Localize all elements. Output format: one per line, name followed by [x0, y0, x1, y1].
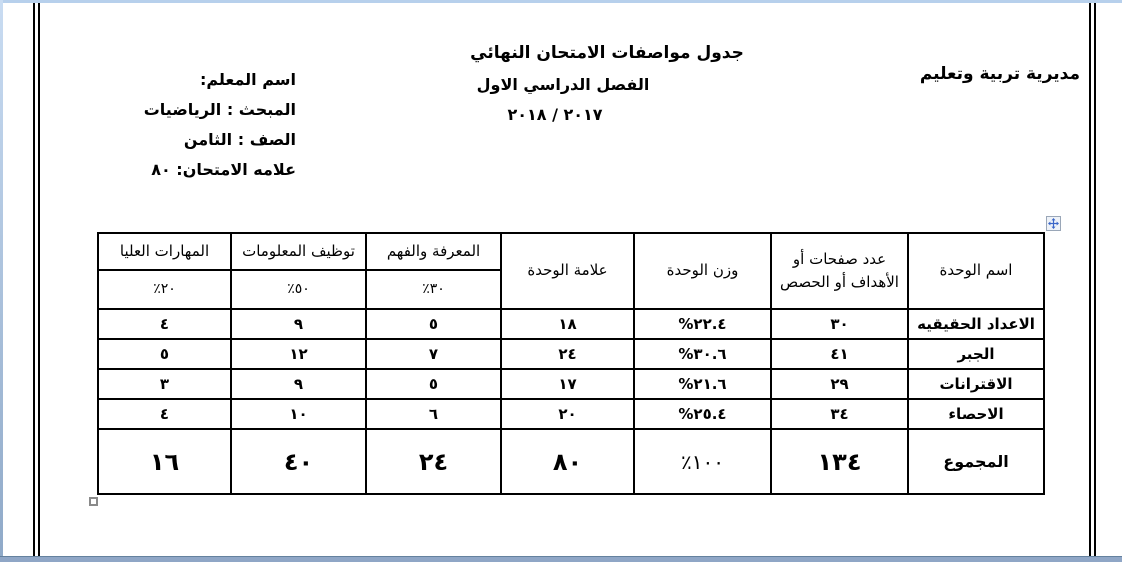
table-row-statistics: [98, 399, 1044, 429]
higher-percent[interactable]: ٢٠٪: [98, 270, 231, 309]
mark-cell[interactable]: ٢٠: [501, 399, 634, 429]
table-resize-handle[interactable]: [89, 497, 98, 506]
total-apply-cell[interactable]: ٤٠: [231, 429, 366, 494]
pages-cell[interactable]: ٣٤: [771, 399, 908, 429]
weight-cell[interactable]: ٢١.٦%: [634, 369, 771, 399]
weight-cell[interactable]: ٣٠.٦%: [634, 339, 771, 369]
weight-cell[interactable]: ٢٢.٤%: [634, 309, 771, 339]
col-header-unit-name[interactable]: اسم الوحدة: [908, 233, 1044, 309]
higher-cell[interactable]: ٥: [98, 339, 231, 369]
page-border-left: [33, 3, 40, 556]
total-pages-cell[interactable]: ١٣٤: [771, 429, 908, 494]
col-header-unit-mark[interactable]: علامة الوحدة: [501, 233, 634, 309]
apply-cell[interactable]: ١٠: [231, 399, 366, 429]
apply-cell[interactable]: ٩: [231, 309, 366, 339]
page-border-right: [1089, 3, 1096, 556]
total-knowledge-cell[interactable]: ٢٤: [366, 429, 501, 494]
pages-cell[interactable]: ٤١: [771, 339, 908, 369]
mark-cell[interactable]: ٢٤: [501, 339, 634, 369]
table-move-handle[interactable]: [1046, 216, 1061, 231]
table-row-total: [98, 429, 1044, 494]
knowledge-cell[interactable]: ٦: [366, 399, 501, 429]
col-header-unit-weight[interactable]: وزن الوحدة: [634, 233, 771, 309]
window-top-edge: [0, 0, 1122, 3]
total-mark-cell[interactable]: ٨٠: [501, 429, 634, 494]
teacher-info-block: [144, 69, 296, 189]
directorate-heading[interactable]: مديرية تربية وتعليم: [919, 64, 1080, 84]
knowledge-cell[interactable]: ٧: [366, 339, 501, 369]
col-header-knowledge[interactable]: المعرفة والفهم: [366, 233, 501, 270]
mark-cell[interactable]: ١٧: [501, 369, 634, 399]
higher-cell[interactable]: ٤: [98, 399, 231, 429]
semester-line[interactable]: الفصل الدراسي الاول: [476, 75, 650, 94]
col-header-higher-skills[interactable]: المهارات العليا: [98, 233, 231, 270]
col-header-pages-count[interactable]: عدد صفحات أو الأهداف أو الحصص: [771, 233, 908, 309]
apply-cell[interactable]: ٩: [231, 369, 366, 399]
window-bottom-edge: [0, 556, 1122, 562]
pages-cell[interactable]: ٢٩: [771, 369, 908, 399]
unit-name-cell[interactable]: الاحصاء: [908, 399, 1044, 429]
apply-percent[interactable]: ٥٠٪: [231, 270, 366, 309]
window-left-edge: [0, 0, 3, 562]
grade-line[interactable]: الصف : الثامن: [183, 130, 296, 149]
apply-cell[interactable]: ١٢: [231, 339, 366, 369]
col-header-apply-info[interactable]: توظيف المعلومات: [231, 233, 366, 270]
table-row-functions: [98, 369, 1044, 399]
total-weight-cell[interactable]: ١٠٠٪: [634, 429, 771, 494]
pages-cell[interactable]: ٣٠: [771, 309, 908, 339]
exam-specification-table: [97, 232, 1045, 495]
unit-name-cell[interactable]: الاعداد الحقيقيه: [908, 309, 1044, 339]
weight-cell[interactable]: ٢٥.٤%: [634, 399, 771, 429]
exam-mark-line[interactable]: علامه الامتحان: ٨٠: [151, 160, 296, 179]
knowledge-cell[interactable]: ٥: [366, 309, 501, 339]
total-higher-cell[interactable]: ١٦: [98, 429, 231, 494]
unit-name-cell[interactable]: الاقترانات: [908, 369, 1044, 399]
knowledge-percent[interactable]: ٣٠٪: [366, 270, 501, 309]
higher-cell[interactable]: ٣: [98, 369, 231, 399]
table-row-real-numbers: [98, 309, 1044, 339]
move-arrows-icon: [1048, 218, 1059, 229]
knowledge-cell[interactable]: ٥: [366, 369, 501, 399]
unit-name-cell[interactable]: الجبر: [908, 339, 1044, 369]
total-label-cell[interactable]: المجموع: [908, 429, 1044, 494]
higher-cell[interactable]: ٤: [98, 309, 231, 339]
teacher-name-label[interactable]: اسم المعلم:: [199, 70, 296, 89]
subject-line[interactable]: المبحث : الرياضيات: [143, 100, 296, 119]
table-row-algebra: [98, 339, 1044, 369]
exam-table-title[interactable]: جدول مواصفات الامتحان النهائي: [470, 43, 744, 63]
school-year-line[interactable]: ٢٠١٧ / ٢٠١٨: [507, 105, 603, 124]
mark-cell[interactable]: ١٨: [501, 309, 634, 339]
